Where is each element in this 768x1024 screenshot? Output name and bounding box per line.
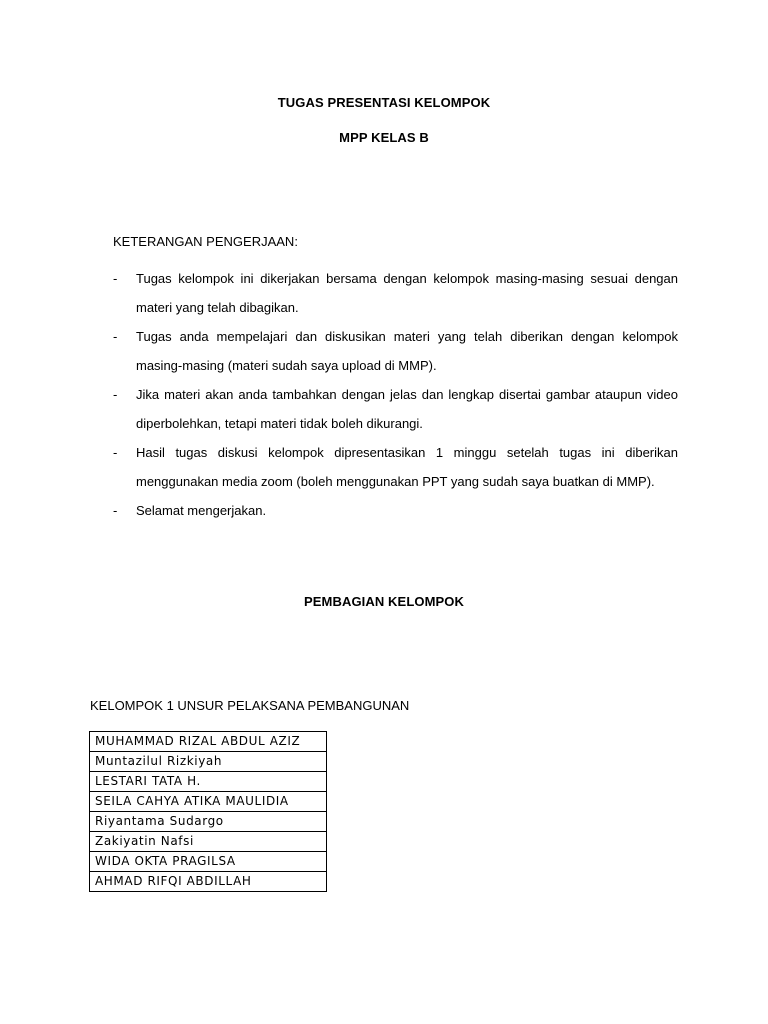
instruction-item: [113, 264, 678, 322]
document-title: TUGAS PRESENTASI KELOMPOK: [277, 95, 491, 110]
bullet-dash: -: [113, 445, 118, 460]
bullet-dash: -: [113, 503, 118, 518]
member-name: Riyantama Sudargo: [90, 812, 327, 832]
instruction-list: [113, 264, 678, 525]
member-name: LESTARI TATA H.: [90, 772, 327, 792]
table-row: [90, 872, 327, 892]
table-row: [90, 732, 327, 752]
table-row: [90, 752, 327, 772]
member-name: AHMAD RIFQI ABDILLAH: [90, 872, 327, 892]
instruction-text: Hasil tugas diskusi kelompok dipresentasikan 1 minggu setelah tugas ini diberikan menggunakan media zoom (boleh menggunakan PPT yang sudah saya buatkan di MMP).: [136, 445, 678, 489]
pembagian-heading: PEMBAGIAN KELOMPOK: [304, 594, 464, 609]
instruction-item: [113, 496, 678, 525]
bullet-dash: -: [113, 387, 118, 402]
bullet-dash: -: [113, 329, 118, 344]
member-name: MUHAMMAD RIZAL ABDUL AZIZ: [90, 732, 327, 752]
table-row: [90, 792, 327, 812]
table-row: [90, 852, 327, 872]
instruction-text: Tugas anda mempelajari dan diskusikan materi yang telah diberikan dengan kelompok masing-masing (materi sudah saya upload di MMP).: [136, 329, 678, 373]
member-name: WIDA OKTA PRAGILSA: [90, 852, 327, 872]
instruction-item: [113, 438, 678, 496]
member-name: SEILA CAHYA ATIKA MAULIDIA: [90, 792, 327, 812]
instruction-text: Jika materi akan anda tambahkan dengan jelas dan lengkap disertai gambar ataupun video diperbolehkan, tetapi materi tidak boleh dikurangi.: [136, 387, 678, 431]
table-row: [90, 772, 327, 792]
member-name: Zakiyatin Nafsi: [90, 832, 327, 852]
table-row: [90, 832, 327, 852]
kelompok-1-heading: KELOMPOK 1 UNSUR PELAKSANA PEMBANGUNAN: [90, 698, 410, 713]
table-row: [90, 812, 327, 832]
document-subtitle: MPP KELAS B: [339, 130, 429, 145]
keterangan-heading: KETERANGAN PENGERJAAN:: [113, 234, 298, 249]
instruction-text: Selamat mengerjakan.: [136, 503, 267, 518]
kelompok-1-member-table: [89, 731, 327, 892]
bullet-dash: -: [113, 271, 118, 286]
instruction-item: [113, 380, 678, 438]
instruction-item: [113, 322, 678, 380]
instruction-text: Tugas kelompok ini dikerjakan bersama dengan kelompok masing-masing sesuai dengan materi yang telah dibagikan.: [136, 271, 678, 315]
member-name: Muntazilul Rizkiyah: [90, 752, 327, 772]
